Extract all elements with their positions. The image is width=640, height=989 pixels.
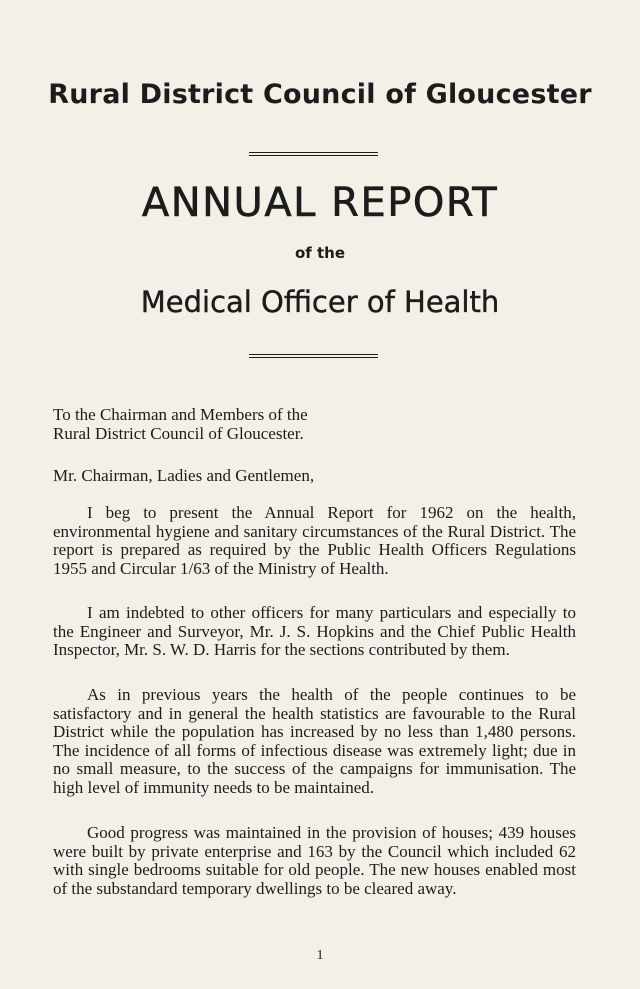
paragraph-4: Good progress was maintained in the provision of houses; 439 houses were built by private enterprise and 163 by the Council which included 62 with single bedrooms suitable for old people. The new houses enabled most of the substandard temporary dwellings to be cleared away. [53, 823, 576, 898]
paragraph-3: As in previous years the health of the people continues to be satisfactory and in general the health statistics are favourable to the Rural District while the population has increased by no less than 1,480 persons. The incidence of all forms of infectious disease was extremely light; due in no small measure, to the success of the campaigns for immunisation. The high level of immunity needs to be maintained. [53, 685, 576, 797]
paragraph-1: I beg to present the Annual Report for 1962 on the health, environmental hygiene and sanitary circumstances of the Rural District. The report is prepared as required by the Public Health Officers Regulations 1955 and Circular 1/63 of the Ministry of Health. [53, 503, 576, 578]
addressee-line-1: To the Chairman and Members of the [53, 405, 308, 424]
of-the-label: of the [294, 244, 346, 262]
double-rule-top [249, 152, 378, 156]
officer-title: Medical Officer of Health [140, 285, 500, 319]
addressee-block [53, 406, 576, 443]
salutation: Mr. Chairman, Ladies and Gentlemen, [53, 466, 315, 485]
paragraph-2: I am indebted to other officers for many particulars and especially to the Engineer and Surveyor, Mr. J. S. Hopkins and the Chief Public Health Inspector, Mr. S. W. D. Harris for the sections contributed by them. [53, 603, 576, 660]
page-number: 1 [316, 948, 324, 963]
double-rule-bottom [249, 354, 378, 358]
council-name: Rural District Council of Gloucester [48, 79, 592, 110]
addressee-line-2: Rural District Council of Gloucester. [53, 423, 304, 443]
report-title: ANNUAL REPORT [141, 180, 499, 226]
